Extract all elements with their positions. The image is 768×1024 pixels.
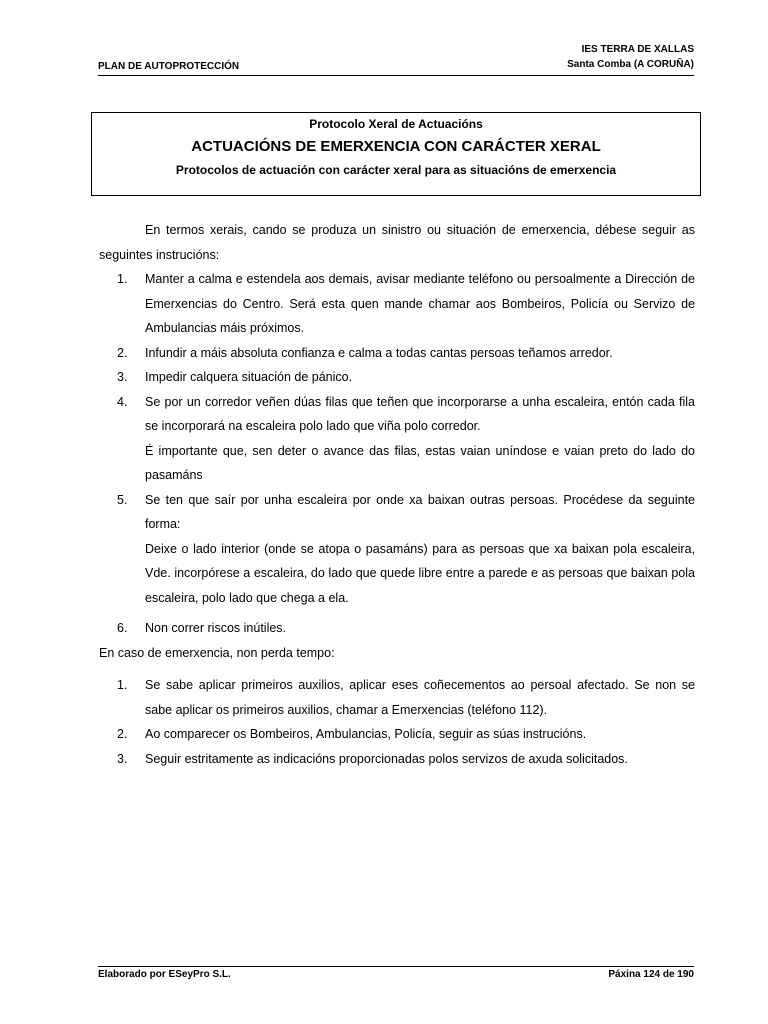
list-item-text: Impedir calquera situación de pánico. (145, 370, 353, 384)
protocol-title-box (91, 112, 701, 196)
protocol-subtitle: Protocolos de actuación con carácter xeral para as situacións de emerxencia (175, 163, 617, 177)
header-location: Santa Comba (A CORUÑA) (567, 59, 694, 70)
list-item-text: Ao comparecer os Bombeiros, Ambulancias, Policía, seguir as súas instrucións. (145, 727, 587, 741)
footer-page-number: Páxina 124 de 190 (608, 969, 694, 980)
list-item-text: Infundir a máis absoluta confianza e calma a todas cantas persoas teñamos arredor. (145, 345, 613, 360)
instructions-list (99, 267, 695, 641)
list-item-text: Manter a calma e estendela aos demais, avisar mediante teléfono ou persoalmente a Dirección de Emerxencias do Centro. Será esta quen mande chamar aos Bombeiros, Policía ou Servizo de Ambulancias máis próximos. (145, 272, 695, 335)
list-item-text: Non correr riscos inútiles. (145, 621, 287, 635)
list-number: 3. (117, 751, 128, 766)
protocol-kicker: Protocolo Xeral de Actuacións (309, 117, 483, 131)
list-number: 6. (117, 621, 128, 635)
list-item-text: Se ten que saír por unha escaleira por onde xa baixan outras persoas. Procédese da seguinte forma: (145, 492, 695, 531)
emergency-heading: En caso de emerxencia, non perda tempo: (99, 645, 335, 660)
page-header (98, 40, 694, 76)
intro-paragraph: En termos xerais, cando se produza un sinistro ou situación de emerxencia, débese seguir as seguintes instrucións: (99, 223, 695, 262)
list-number: 1. (117, 272, 128, 286)
list-item (99, 722, 695, 747)
footer-author: Elaborado por ESeyPro S.L. (98, 969, 231, 980)
list-item (99, 267, 695, 341)
document-body (99, 218, 695, 771)
list-item (99, 341, 695, 366)
emergency-steps-list (99, 673, 695, 771)
list-item (99, 488, 695, 611)
list-number: 2. (117, 727, 128, 741)
protocol-title: ACTUACIÓNS DE EMERXENCIA CON CARÁCTER XERAL (191, 138, 601, 155)
list-item-note: É importante que, sen deter o avance das filas, estas vaian uníndose e vaian preto do lado do pasamáns (145, 443, 695, 482)
header-school-name: IES TERRA DE XALLAS (581, 44, 694, 55)
list-item (99, 390, 695, 488)
list-item (99, 365, 695, 390)
header-plan-title: PLAN DE AUTOPROTECCIÓN (98, 61, 240, 72)
list-number: 4. (117, 394, 128, 409)
list-item-note: Deixe o lado interior (onde se atopa o pasamáns) para as persoas que xa baixan pola escaleira, Vde. incorpórese a escaleira, do lado que quede libre entre a parede e as persoas que baixan pola escaleira, polo lado que chega a ela. (145, 541, 695, 605)
list-item (99, 673, 695, 722)
list-number: 3. (117, 370, 128, 384)
list-item (99, 616, 695, 641)
list-item-text: Se sabe aplicar primeiros auxilios, aplicar eses coñecementos ao persoal afectado. Se non se sabe aplicar os primeiros auxilios, chamar a Emerxencias (teléfono 112). (145, 678, 695, 717)
list-item-text: Se por un corredor veñen dúas filas que teñen que incorporarse a unha escaleira, entón cada fila se incorporará na escaleira polo lado que viña polo corredor. (145, 394, 695, 433)
page-footer (98, 966, 694, 980)
list-number: 2. (117, 345, 128, 360)
list-item-text: Seguir estritamente as indicacións proporcionadas polos servizos de axuda solicitados. (145, 751, 628, 766)
list-number: 1. (117, 678, 128, 692)
list-number: 5. (117, 492, 128, 507)
list-item (99, 747, 695, 772)
header-institution (567, 42, 694, 72)
